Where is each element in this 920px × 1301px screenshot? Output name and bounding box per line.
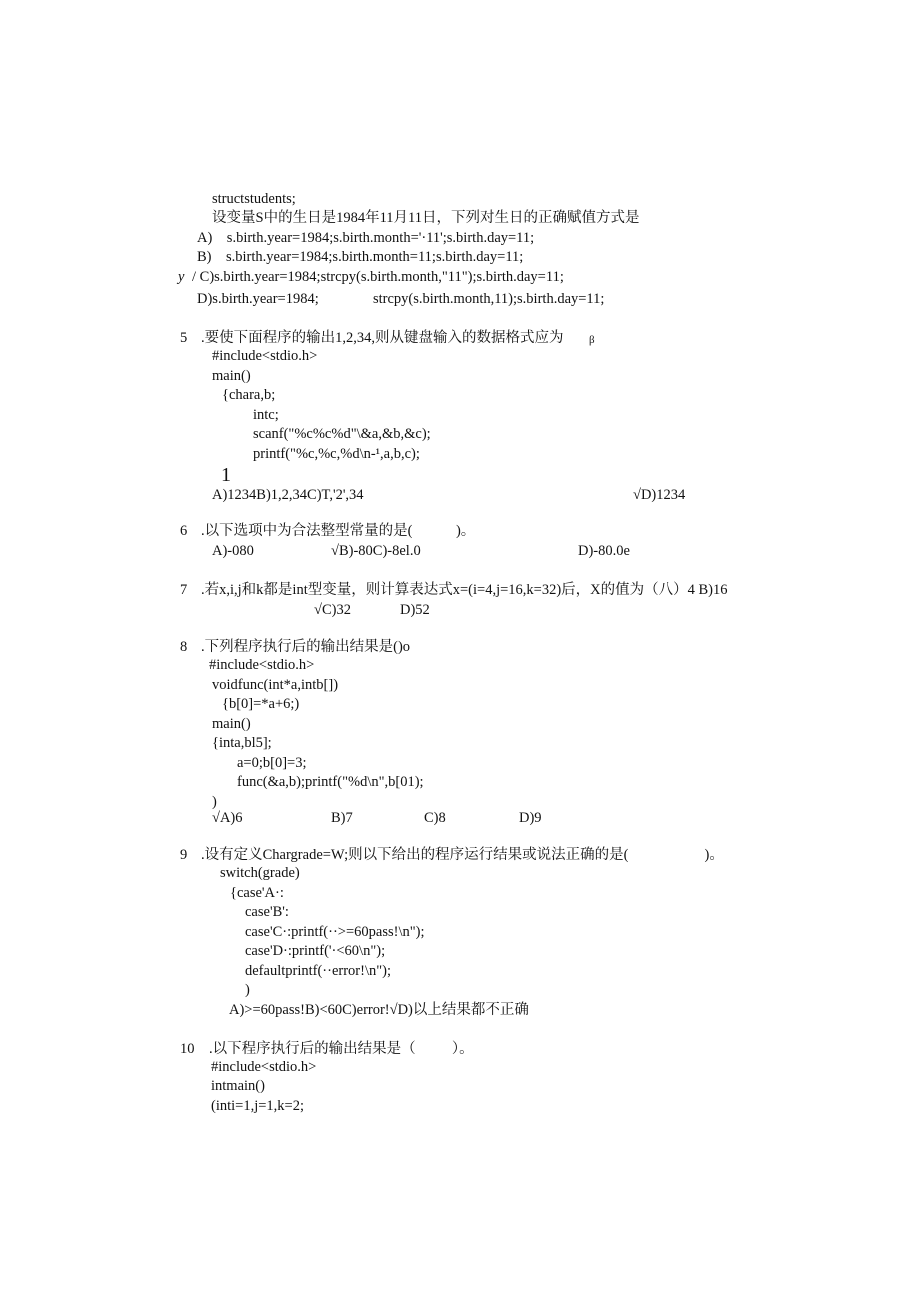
- q4-struct-line: structstudents;: [212, 191, 296, 207]
- q8-code-line: ): [212, 794, 217, 810]
- q9-code-line: switch(grade): [220, 865, 300, 881]
- q9-number: 9: [180, 847, 188, 863]
- q4-option-d-part2: strcpy(s.birth.month,11);s.birth.day=11;: [373, 291, 605, 307]
- q5-code-line: printf("%c,%c,%d\n-¹,a,b,c);: [253, 446, 420, 462]
- q8-option-c: C)8: [424, 810, 446, 826]
- q8-code-line: main(): [212, 716, 251, 732]
- q9-code-line: ): [245, 982, 250, 998]
- q8-prompt: .下列程序执行后的输出结果是()o: [201, 639, 411, 655]
- q5-answer: √D)1234: [633, 487, 686, 503]
- q5-prompt-tail: β: [589, 334, 595, 346]
- q8-number: 8: [180, 639, 188, 655]
- q8-code-line: {b[0]=*a+6;): [222, 696, 300, 712]
- q10-code-line: #include<stdio.h>: [211, 1059, 317, 1075]
- q6-option-bc: √B)-80C)-8el.0: [331, 543, 421, 559]
- q4-option-b: B) s.birth.year=1984;s.birth.month=11;s.birth.day=11;: [197, 249, 524, 265]
- q10-code-line: (inti=1,j=1,k=2;: [211, 1098, 305, 1114]
- q5-code-line: {chara,b;: [222, 387, 276, 403]
- q9-options: A)>=60pass!B)<60C)error!√D)以上结果都不正确: [229, 1002, 529, 1018]
- q5-prompt: .要使下面程序的输出1,2,34,则从键盘输入的数据格式应为: [201, 330, 564, 346]
- q9-code-line: case'C·:printf(··>=60pass!\n");: [245, 924, 425, 940]
- q5-code-line: main(): [212, 368, 251, 384]
- q5-number: 5: [180, 330, 188, 346]
- q7-prompt: .若x,i,j和k都是int型变量，则计算表达式x=(i=4,j=16,k=32)后，X的值为（八）4 B)16: [201, 582, 728, 598]
- q7-number: 7: [180, 582, 188, 598]
- q9-code-line: case'D·:printf('·<60\n");: [245, 943, 386, 959]
- q9-prompt: .设有定义Chargrade=W;则以下给出的程序运行结果或说法正确的是( )。: [201, 847, 724, 863]
- q8-code-line: voidfunc(int*a,intb[]): [212, 677, 339, 693]
- q9-code-line: case'B':: [245, 904, 289, 920]
- q8-code-line: {inta,bl5];: [212, 735, 272, 751]
- q8-option-a: √A)6: [212, 810, 243, 826]
- q10-number: 10: [180, 1041, 195, 1057]
- q9-code-line: {case'A·:: [230, 885, 284, 901]
- q4-prompt: 设变量S中的生日是1984年11月11日，下列对生日的正确赋值方式是: [212, 210, 640, 226]
- q8-option-b: B)7: [331, 810, 353, 826]
- q5-options: A)1234B)1,2,34C)T,'2',34: [212, 487, 364, 503]
- q9-code-line: defaultprintf(··error!\n");: [245, 963, 392, 979]
- q5-code-line: intc;: [253, 407, 279, 423]
- q8-option-d: D)9: [519, 810, 542, 826]
- q4-option-a: A) s.birth.year=1984;s.birth.month='·11';s.birth.day=11;: [197, 230, 535, 246]
- q4-option-c: / C)s.birth.year=1984;strcpy(s.birth.month,"11");s.birth.day=11;: [192, 269, 564, 285]
- q5-closing-brace: 1: [221, 464, 231, 486]
- q7-option-d: D)52: [400, 602, 430, 618]
- q6-prompt: .以下选项中为合法整型常量的是( )。: [201, 523, 476, 539]
- q4-option-c-mark: y: [178, 269, 185, 285]
- q8-code-line: #include<stdio.h>: [209, 657, 315, 673]
- q8-code-line: a=0;b[0]=3;: [237, 755, 307, 771]
- q5-code-line: #include<stdio.h>: [212, 348, 318, 364]
- q6-option-a: A)-080: [212, 543, 254, 559]
- q6-option-d: D)-80.0e: [578, 543, 630, 559]
- q10-code-line: intmain(): [211, 1078, 265, 1094]
- q8-code-line: func(&a,b);printf("%d\n",b[01);: [237, 774, 424, 790]
- q7-option-c: √C)32: [314, 602, 351, 618]
- q4-option-d-part1: D)s.birth.year=1984;: [197, 291, 319, 307]
- q6-number: 6: [180, 523, 188, 539]
- q10-prompt: .以下程序执行后的输出结果是（ ）。: [209, 1041, 474, 1057]
- q5-code-line: scanf("%c%c%d"\&a,&b,&c);: [253, 426, 431, 442]
